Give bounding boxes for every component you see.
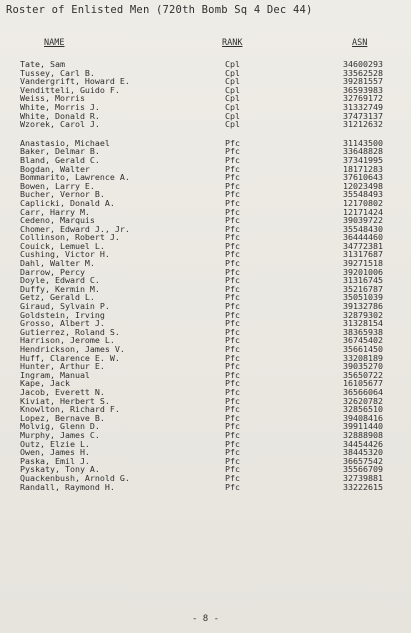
- enlisted-rank: Pfc: [225, 249, 240, 260]
- enlisted-rank: Pfc: [225, 438, 240, 449]
- enlisted-rank: Cpl: [225, 119, 240, 130]
- enlisted-rank: Pfc: [225, 283, 240, 294]
- enlisted-name: Collinson, Robert J.: [20, 232, 120, 243]
- enlisted-asn: 33648828: [343, 146, 383, 157]
- enlisted-asn: 38445320: [343, 447, 383, 458]
- enlisted-rank: Pfc: [225, 361, 240, 372]
- enlisted-name: Owen, James H.: [20, 447, 90, 458]
- page-number: - 8 -: [191, 614, 220, 624]
- enlisted-rank: Pfc: [225, 275, 240, 286]
- enlisted-name: Molvig, Glenn D.: [20, 421, 100, 432]
- enlisted-asn: 31332749: [343, 101, 383, 112]
- enlisted-name: Knowlton, Richard F.: [20, 404, 120, 415]
- enlisted-name: Baker, Delmar B.: [20, 146, 100, 157]
- enlisted-rank: Pfc: [225, 344, 240, 354]
- enlisted-name: Chomer, Edward J., Jr.: [20, 223, 130, 234]
- enlisted-rank: Pfc: [225, 369, 240, 380]
- enlisted-asn: 36657542: [343, 455, 383, 466]
- enlisted-rank: Pfc: [225, 146, 240, 157]
- enlisted-asn: 39201006: [343, 266, 383, 277]
- enlisted-asn: 31328154: [343, 318, 383, 329]
- enlisted-rank: Pfc: [225, 412, 240, 423]
- column-header-asn: ASN: [352, 38, 368, 48]
- enlisted-name: Quackenbush, Arnold G.: [20, 472, 130, 483]
- enlisted-asn: 39132786: [343, 301, 383, 312]
- enlisted-asn: 31316745: [343, 275, 383, 286]
- enlisted-name: Randall, Raymond H.: [20, 481, 115, 492]
- enlisted-rank: Pfc: [225, 326, 240, 337]
- enlisted-name: Goldstein, Irving: [20, 309, 105, 320]
- enlisted-asn: 37341995: [343, 154, 383, 165]
- enlisted-name: Wzorek, Carol J.: [20, 119, 100, 130]
- enlisted-asn: 39035270: [343, 361, 383, 372]
- enlisted-rank: Pfc: [225, 163, 240, 174]
- enlisted-name: Hunter, Arthur E.: [20, 361, 105, 372]
- enlisted-name: Outz, Elzie L.: [20, 438, 90, 449]
- enlisted-name: Gutierrez, Roland S.: [20, 326, 120, 337]
- enlisted-rank: Pfc: [225, 318, 240, 329]
- enlisted-name: Vandergrift, Howard E.: [20, 76, 130, 87]
- enlisted-name: Caplicki, Donald A.: [20, 197, 115, 208]
- enlisted-rank: Cpl: [225, 101, 240, 112]
- enlisted-rank: Pfc: [225, 378, 240, 389]
- enlisted-asn: 31143500: [343, 137, 383, 148]
- enlisted-rank: Pfc: [225, 215, 240, 226]
- enlisted-name: Venditteli, Guido F.: [20, 84, 120, 95]
- enlisted-asn: 32620782: [343, 395, 383, 406]
- enlisted-name: Duffy, Kermin M.: [20, 283, 100, 294]
- enlisted-asn: 36566064: [343, 386, 383, 397]
- enlisted-rank: Pfc: [225, 197, 240, 208]
- roster-group: [0, 139, 411, 491]
- enlisted-asn: 32856510: [343, 404, 383, 415]
- roster-group: [0, 60, 411, 129]
- enlisted-rank: Pfc: [225, 404, 240, 415]
- column-header-name: NAME: [44, 38, 65, 48]
- enlisted-rank: Pfc: [225, 301, 240, 312]
- enlisted-name: Kiviat, Herbert S.: [20, 395, 110, 406]
- enlisted-name: Paska, Emil J.: [20, 455, 90, 466]
- enlisted-name: White, Morris J.: [20, 101, 100, 112]
- enlisted-name: Anastasio, Michael: [20, 137, 110, 148]
- enlisted-name: Huff, Clarence E. W.: [20, 352, 120, 363]
- enlisted-rank: Pfc: [225, 464, 240, 475]
- enlisted-name: Bland, Gerald C.: [20, 154, 100, 165]
- enlisted-asn: 33562528: [343, 67, 383, 78]
- enlisted-name: Cushing, Victor H.: [20, 249, 110, 260]
- enlisted-rank: Pfc: [225, 472, 240, 483]
- enlisted-rank: Pfc: [225, 292, 240, 303]
- enlisted-name: Murphy, James C.: [20, 429, 100, 440]
- enlisted-rank: Pfc: [225, 352, 240, 363]
- enlisted-asn: 35566709: [343, 464, 383, 475]
- enlisted-rank: Pfc: [225, 421, 240, 432]
- enlisted-name: Getz, Gerald L.: [20, 292, 95, 303]
- enlisted-rank: Pfc: [225, 240, 240, 251]
- enlisted-name: Bommarito, Lawrence A.: [20, 172, 130, 183]
- enlisted-asn: 39911440: [343, 421, 383, 432]
- enlisted-name: Lopez, Bernave B.: [20, 412, 105, 423]
- enlisted-asn: 35548493: [343, 189, 383, 200]
- enlisted-asn: 39271518: [343, 258, 383, 269]
- enlisted-asn: 33222615: [343, 481, 383, 492]
- enlisted-asn: 12171424: [343, 206, 383, 217]
- enlisted-asn: 35216787: [343, 283, 383, 294]
- enlisted-rank: Pfc: [225, 258, 240, 269]
- enlisted-asn: 39281557: [343, 76, 383, 87]
- enlisted-rank: Pfc: [225, 481, 240, 492]
- enlisted-name: Bogdan, Walter: [20, 163, 90, 174]
- enlisted-rank: Pfc: [225, 266, 240, 277]
- enlisted-asn: 34454426: [343, 438, 383, 449]
- enlisted-asn: 37473137: [343, 110, 383, 121]
- enlisted-name: Hendrickson, James V.: [20, 344, 125, 354]
- enlisted-name: Tate, Sam: [20, 59, 65, 69]
- enlisted-asn: 33208189: [343, 352, 383, 363]
- enlisted-rank: Pfc: [225, 172, 240, 183]
- enlisted-name: Harrison, Jerome L.: [20, 335, 115, 346]
- enlisted-asn: 36444460: [343, 232, 383, 243]
- enlisted-asn: 35661450: [343, 344, 383, 354]
- enlisted-rank: Pfc: [225, 137, 240, 148]
- roster-list: [0, 60, 411, 491]
- enlisted-asn: 38365938: [343, 326, 383, 337]
- document-title: Roster of Enlisted Men (720th Bomb Sq 4 Dec 44): [6, 4, 313, 16]
- enlisted-rank: Pfc: [225, 180, 240, 191]
- enlisted-rank: Cpl: [225, 93, 240, 104]
- enlisted-asn: 39039722: [343, 215, 383, 226]
- enlisted-asn: 31212632: [343, 119, 383, 130]
- enlisted-asn: 36745402: [343, 335, 383, 346]
- enlisted-name: Bucher, Vernor B.: [20, 189, 105, 200]
- enlisted-asn: 34772381: [343, 240, 383, 251]
- enlisted-asn: 35650722: [343, 369, 383, 380]
- enlisted-asn: 16105677: [343, 378, 383, 389]
- enlisted-rank: Cpl: [225, 84, 240, 95]
- enlisted-name: Bowen, Larry E.: [20, 180, 95, 191]
- enlisted-name: White, Donald R.: [20, 110, 100, 121]
- column-header-rank: RANK: [222, 38, 243, 48]
- enlisted-rank: Cpl: [225, 76, 240, 87]
- enlisted-name: Cedeno, Marquis: [20, 215, 95, 226]
- enlisted-rank: Pfc: [225, 447, 240, 458]
- enlisted-rank: Pfc: [225, 206, 240, 217]
- enlisted-rank: Cpl: [225, 67, 240, 78]
- enlisted-rank: Cpl: [225, 110, 240, 121]
- enlisted-asn: 32769172: [343, 93, 383, 104]
- enlisted-rank: Pfc: [225, 455, 240, 466]
- enlisted-asn: 37610643: [343, 172, 383, 183]
- enlisted-asn: 12023498: [343, 180, 383, 191]
- enlisted-name: Darrow, Percy: [20, 266, 85, 277]
- enlisted-rank: Pfc: [225, 189, 240, 200]
- enlisted-asn: 35051039: [343, 292, 383, 303]
- enlisted-name: Carr, Harry M.: [20, 206, 90, 217]
- enlisted-rank: Cpl: [225, 59, 240, 69]
- enlisted-name: Jacob, Everett N.: [20, 386, 105, 397]
- enlisted-asn: 39408416: [343, 412, 383, 423]
- roster-row: [0, 120, 411, 129]
- enlisted-rank: Pfc: [225, 154, 240, 165]
- enlisted-rank: Pfc: [225, 232, 240, 243]
- roster-row: [0, 483, 411, 492]
- enlisted-rank: Pfc: [225, 386, 240, 397]
- enlisted-asn: 34600293: [343, 59, 383, 69]
- enlisted-rank: Pfc: [225, 309, 240, 320]
- enlisted-name: Couick, Lemuel L.: [20, 240, 105, 251]
- enlisted-asn: 32879302: [343, 309, 383, 320]
- enlisted-name: Tussey, Carl B.: [20, 67, 95, 78]
- enlisted-rank: Pfc: [225, 223, 240, 234]
- enlisted-rank: Pfc: [225, 429, 240, 440]
- enlisted-name: Pyskaty, Tony A.: [20, 464, 100, 475]
- enlisted-asn: 32739881: [343, 472, 383, 483]
- enlisted-asn: 32888908: [343, 429, 383, 440]
- enlisted-asn: 35548430: [343, 223, 383, 234]
- enlisted-name: Kape, Jack: [20, 378, 70, 389]
- enlisted-asn: 12170802: [343, 197, 383, 208]
- enlisted-name: Dahl, Walter M.: [20, 258, 95, 269]
- enlisted-asn: 18171283: [343, 163, 383, 174]
- enlisted-asn: 31317687: [343, 249, 383, 260]
- enlisted-rank: Pfc: [225, 395, 240, 406]
- enlisted-name: Weiss, Morris: [20, 93, 85, 104]
- enlisted-name: Giraud, Sylvain P.: [20, 301, 110, 312]
- enlisted-name: Ingram, Manual: [20, 369, 90, 380]
- enlisted-asn: 36593983: [343, 84, 383, 95]
- enlisted-name: Doyle, Edward C.: [20, 275, 100, 286]
- enlisted-rank: Pfc: [225, 335, 240, 346]
- enlisted-name: Grosso, Albert J.: [20, 318, 105, 329]
